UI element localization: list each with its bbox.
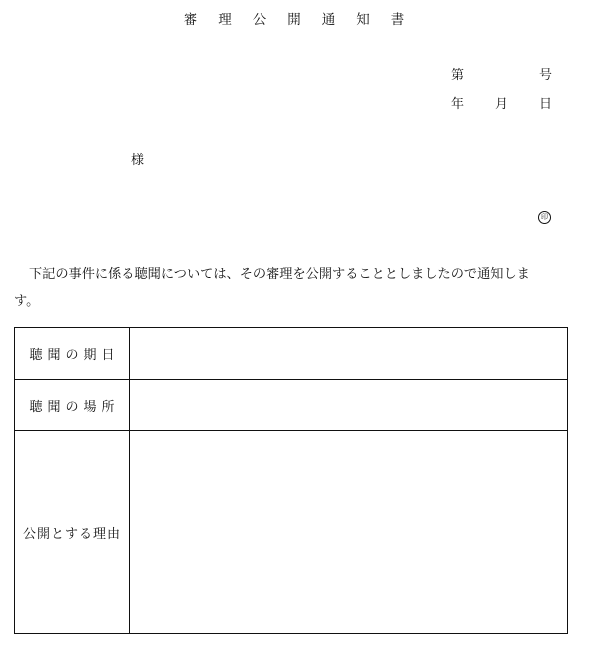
body-text-line-1: 下記の事件に係る聴聞については、その審理を公開することとしましたので通知しま: [29, 267, 530, 282]
table-row: [15, 380, 568, 431]
seal-mark: 印: [538, 211, 551, 224]
hearing-place-label: 聴聞の場所: [15, 380, 130, 431]
hearing-date-label: 聴聞の期日: [15, 328, 130, 380]
seal-icon: [538, 208, 551, 224]
date-month-label: 月: [495, 97, 509, 112]
hearing-date-value[interactable]: [130, 328, 568, 380]
document-number-suffix: 号: [539, 68, 553, 83]
disclosure-reason-label: 公開とする理由: [15, 431, 130, 634]
table-row: [15, 431, 568, 634]
document-number-prefix: 第: [451, 68, 465, 83]
notice-details-table: [14, 327, 568, 634]
disclosure-reason-value[interactable]: [130, 431, 568, 634]
date-day-label: 日: [539, 97, 553, 112]
table-row: [15, 328, 568, 380]
document-title: 審理公開通知書: [183, 12, 426, 28]
hearing-place-value[interactable]: [130, 380, 568, 431]
body-text-line-2: す。: [14, 294, 40, 309]
date-year-label: 年: [451, 97, 465, 112]
addressee-suffix: 様: [131, 153, 145, 168]
